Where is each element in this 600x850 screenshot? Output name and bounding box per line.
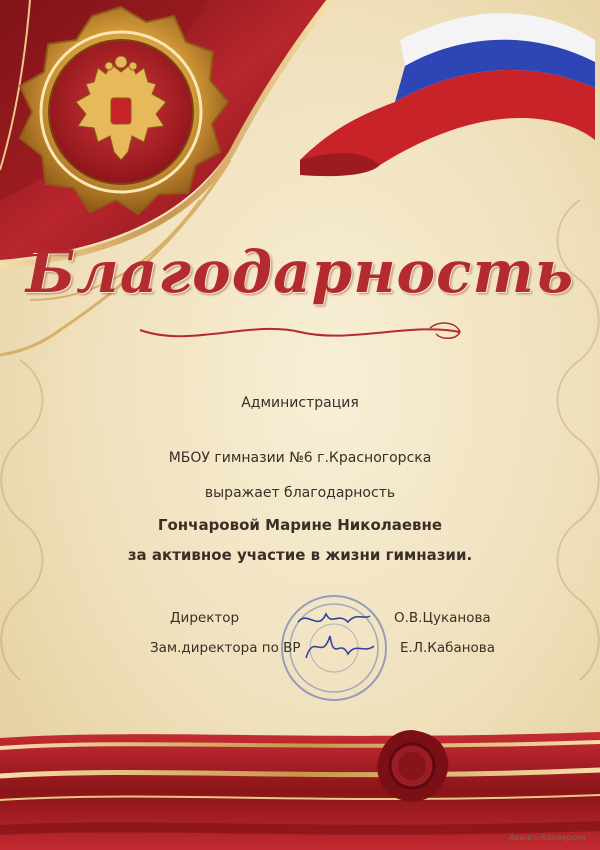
- certificate-title: Благодарность: [25, 238, 575, 306]
- director-signature: [298, 614, 370, 622]
- signature-name-director: О.В.Цуканова: [394, 610, 491, 626]
- publisher-mark: Авангс-Конверсия: [509, 833, 586, 842]
- russian-flag: [300, 13, 595, 176]
- deputy-signature: [306, 636, 374, 658]
- wax-seal-icon: [372, 726, 452, 806]
- gold-seal-emblem: [6, 2, 236, 232]
- recipient-name: Гончаровой Марине Николаевне: [157, 516, 443, 534]
- title-flourish: [130, 318, 470, 348]
- signature-role-director: Директор: [170, 610, 240, 626]
- school-name: МБОУ гимназии №6 г.Красногорска: [168, 450, 432, 466]
- reason-text: за активное участие в жизни гимназии.: [127, 546, 473, 564]
- signature-name-deputy: Е.Л.Кабанова: [400, 640, 496, 656]
- organization-label: Администрация: [241, 395, 359, 411]
- expression-text: выражает благодарность: [204, 485, 396, 501]
- signature-role-deputy: Зам.директора по ВР: [150, 640, 301, 656]
